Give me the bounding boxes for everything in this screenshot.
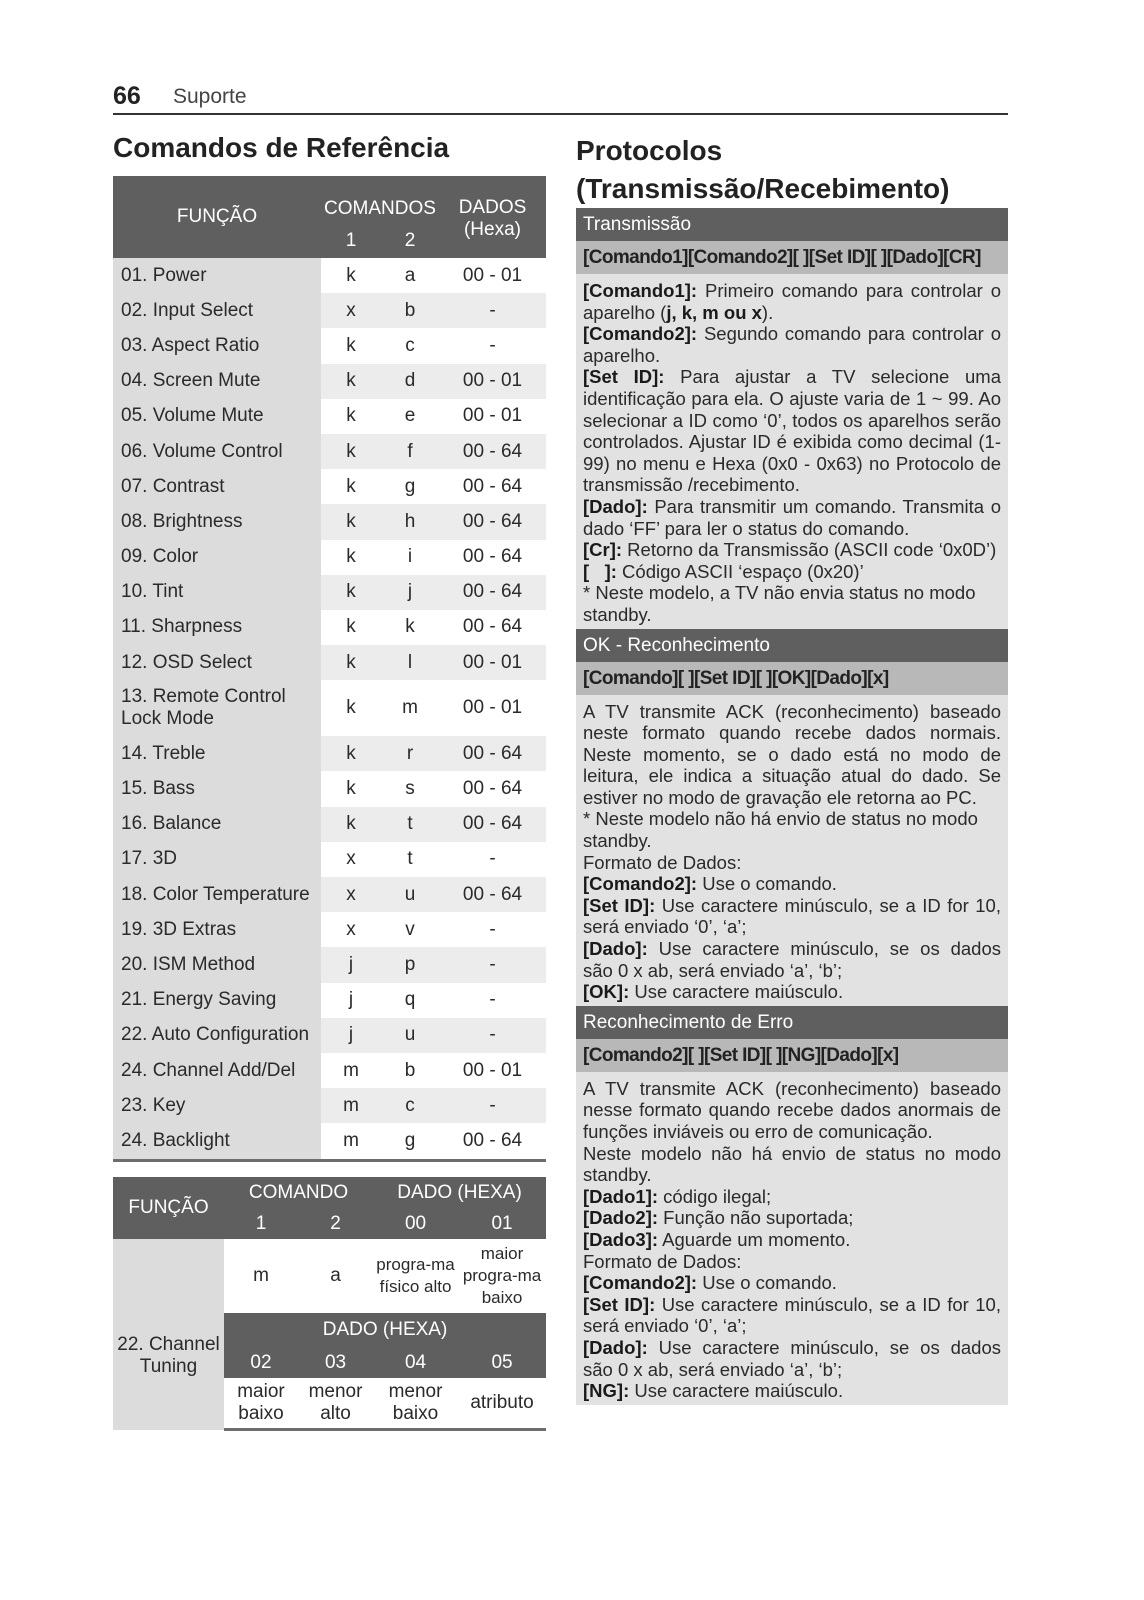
table-row <box>113 504 546 539</box>
table-row <box>113 575 546 610</box>
protocols-panel <box>576 208 1008 1405</box>
command1-cell: k <box>321 736 381 771</box>
table-row <box>113 293 546 328</box>
error-body <box>576 1072 1008 1405</box>
data-cell: 00 - 64 <box>439 807 546 842</box>
command2-cell: u <box>381 1018 439 1053</box>
command1-cell: j <box>348 989 354 1011</box>
command1-cell: m <box>321 1088 381 1123</box>
function-cell: 03. Aspect Ratio <box>113 328 321 363</box>
data-cell: - <box>489 334 496 356</box>
page-header <box>113 78 1008 115</box>
function-cell: 02. Input Select <box>113 293 321 328</box>
table-row <box>113 680 546 736</box>
table-row <box>113 645 546 680</box>
data-cell: - <box>439 1088 546 1123</box>
header-comandos: COMANDOS <box>321 176 439 224</box>
data-cell: 00 - 01 <box>462 405 523 427</box>
error-heading: Reconhecimento de Erro <box>576 1006 1008 1039</box>
command2-cell: g <box>381 1123 439 1160</box>
data-cell: 00 - 01 <box>462 264 523 286</box>
data-cell: - <box>489 989 496 1011</box>
t2-header-funcao: FUNÇÃO <box>113 1177 224 1239</box>
table-row <box>113 1123 546 1160</box>
header-hexa-label: (Hexa) <box>463 219 521 240</box>
transmission-body <box>576 274 1008 629</box>
function-cell: 20. ISM Method <box>113 947 321 982</box>
page-number: 66 <box>113 82 141 110</box>
t2-header-comando: COMANDO <box>224 1177 373 1208</box>
data-cell: 00 - 64 <box>439 504 546 539</box>
error-item: [Set ID]: Use caractere minúsculo, se a ID for 10, será enviado ‘0’, ‘a’; <box>583 1293 1001 1337</box>
error-item: [Dado3]: Aguarde um momento. <box>583 1228 851 1250</box>
command1-cell: x <box>321 877 381 912</box>
t2-d04: menor baixo <box>373 1378 458 1430</box>
tx-item: [Set ID]: Para ajustar a TV selecione uma identificação para ela. O ajuste varia de 1 ~ 99. Ao selecionar a ID como ‘0’, todos os aparelhos serão controlados. Ajustar ID é exibida como decimal (1-99) no menu e Hexa (0x0 - 0x63) no Protocolo de transmissão /recebimento. <box>583 366 1001 496</box>
data-cell: 00 - 64 <box>462 616 523 638</box>
ok-intro: A TV transmite ACK (reconhecimento) baseado neste formato quando recebe dados normais. Neste momento, se o dado está no modo de leitura, ele indica a situação atual do dado. Se estiver no modo de gravação ele retorna ao PC. <box>583 700 1001 808</box>
error-item: [Dado]: Use caractere minúsculo, se os dados são 0 x ab, será enviado ‘a’, ‘b’; <box>583 1336 1001 1380</box>
t2-cmd2: a <box>330 1265 341 1286</box>
function-cell: 16. Balance <box>113 807 321 842</box>
command1-cell: k <box>346 546 356 568</box>
command1-cell: m <box>343 1059 359 1081</box>
function-cell: 09. Color <box>113 540 321 575</box>
data-cell: - <box>439 947 546 982</box>
ok-item: [Dado]: Use caractere minúsculo, se os dados são 0 x ab, será enviado ‘a’, ‘b’; <box>583 938 1001 981</box>
function-cell: 07. Contrast <box>113 469 321 504</box>
function-cell: 08. Brightness <box>113 504 321 539</box>
function-cell: 23. Key <box>113 1088 321 1123</box>
tx-item: [Cr]: Retorno da Transmissão (ASCII code ‘0x0D’) <box>583 539 997 561</box>
data-cell: - <box>439 293 546 328</box>
function-cell: 21. Energy Saving <box>113 983 321 1018</box>
data-cell: 00 - 64 <box>439 877 546 912</box>
t2-header-2: 2 <box>298 1208 373 1239</box>
header-funcao: FUNÇÃO <box>113 176 321 258</box>
function-cell: 14. Treble <box>113 736 321 771</box>
data-cell: 00 - 01 <box>439 645 546 680</box>
table-row <box>113 912 546 947</box>
command2-cell: d <box>381 364 439 399</box>
table-row <box>113 807 546 842</box>
reference-commands-body <box>113 258 546 1160</box>
function-cell: 13. Remote Control Lock Mode <box>113 680 321 736</box>
t2-header-01: 01 <box>458 1208 546 1239</box>
data-cell: - <box>439 1018 546 1053</box>
command2-cell: m <box>402 697 418 719</box>
error-item: [Comando2]: Use o comando. <box>583 1272 837 1294</box>
command2-cell: s <box>405 778 415 800</box>
function-cell: 18. Color Temperature <box>113 877 321 912</box>
table-row <box>113 540 546 575</box>
ok-format: [Comando][ ][Set ID][ ][OK][Dado][x] <box>576 662 1008 695</box>
data-cell: 00 - 64 <box>439 736 546 771</box>
command1-cell: k <box>346 778 356 800</box>
command2-cell: q <box>404 989 416 1011</box>
error-note: Neste modelo não há envio de status no modo standby. <box>583 1142 1001 1186</box>
function-cell: 01. Power <box>113 258 321 293</box>
command2-cell: b <box>404 1059 416 1081</box>
channel-tuning-table <box>113 1177 546 1431</box>
data-cell: 00 - 01 <box>462 1059 523 1081</box>
function-cell: 04. Screen Mute <box>113 364 321 399</box>
command1-cell: x <box>346 848 356 870</box>
t2-d01: maior progra-ma baixo <box>462 1244 542 1307</box>
command1-cell: x <box>346 918 356 940</box>
data-cell: - <box>489 918 496 940</box>
function-cell: 24. Backlight <box>113 1123 321 1160</box>
table-row <box>113 469 546 504</box>
header-dados <box>439 176 546 258</box>
command1-cell: j <box>321 1018 381 1053</box>
function-cell: 24. Channel Add/Del <box>113 1053 321 1088</box>
command2-cell: t <box>407 848 413 870</box>
protocols-title <box>576 132 1008 208</box>
command2-cell: k <box>405 616 415 638</box>
command1-cell: m <box>321 1123 381 1160</box>
command2-cell: j <box>381 575 439 610</box>
t2-d05: atributo <box>458 1378 546 1430</box>
tx-item: [Dado]: Para transmitir um comando. Transmita o dado ‘FF’ para ler o status do comando. <box>583 495 1001 539</box>
command2-cell: b <box>381 293 439 328</box>
t2-d00: progra-ma físico alto <box>376 1255 455 1296</box>
command1-cell: k <box>346 264 356 286</box>
data-cell: 00 - 64 <box>462 778 523 800</box>
command2-cell: g <box>404 475 416 497</box>
function-cell: 15. Bass <box>113 771 321 806</box>
t2-header-1: 1 <box>224 1208 298 1239</box>
data-cell: 00 - 01 <box>439 364 546 399</box>
function-cell: 11. Sharpness <box>113 610 321 645</box>
command1-cell: k <box>321 504 381 539</box>
command2-cell: r <box>381 736 439 771</box>
command1-cell: j <box>321 947 381 982</box>
t2-cmd1: m <box>253 1265 269 1286</box>
data-cell: 00 - 64 <box>439 434 546 469</box>
tx-item: [Comando2]: Segundo comando para controlar o aparelho. <box>583 323 1001 366</box>
command1-cell: k <box>346 475 356 497</box>
t2-header-02: 02 <box>224 1347 298 1378</box>
table-row <box>113 983 546 1018</box>
command2-cell: c <box>381 1088 439 1123</box>
command1-cell: k <box>346 334 356 356</box>
table-row <box>113 610 546 645</box>
command2-cell: l <box>381 645 439 680</box>
tx-note: * Neste modelo, a TV não envia status no modo standby. <box>583 582 976 625</box>
t2-header-dado: DADO (HEXA) <box>373 1177 546 1208</box>
data-cell: 00 - 64 <box>462 546 523 568</box>
ok-item: [OK]: Use caractere maiúsculo. <box>583 981 844 1003</box>
t2-header-03: 03 <box>298 1347 373 1378</box>
table-row <box>113 877 546 912</box>
command2-cell: h <box>381 504 439 539</box>
data-cell: 00 - 64 <box>439 575 546 610</box>
data-cell: 00 - 64 <box>439 1123 546 1160</box>
table-row <box>113 947 546 982</box>
header-dados-label: DADOS <box>458 197 527 218</box>
command1-cell: k <box>321 434 381 469</box>
command1-cell: k <box>346 616 356 638</box>
t2-funcao: 22. Channel Tuning <box>113 1239 224 1430</box>
command1-cell: k <box>321 807 381 842</box>
error-item: [Dado2]: Função não suportada; <box>583 1207 854 1229</box>
tx-item: [Comando1]: Primeiro comando para controlar o aparelho (j, k, m ou x). <box>583 280 1001 323</box>
reference-commands-table <box>113 176 546 1162</box>
command2-cell: p <box>381 947 439 982</box>
table-row <box>113 736 546 771</box>
command2-cell: f <box>381 434 439 469</box>
function-cell: 05. Volume Mute <box>113 399 321 434</box>
protocols-title-line1: Protocolos <box>576 135 723 166</box>
table-row <box>113 258 546 293</box>
reference-commands-title: Comandos de Referência <box>113 132 450 163</box>
protocols-title-line2: (Transmissão/Recebimento) <box>576 173 950 204</box>
table-row <box>113 1018 546 1053</box>
data-cell: 00 - 01 <box>462 697 523 719</box>
table-row <box>113 842 546 877</box>
data-cell: - <box>489 848 496 870</box>
command2-cell: v <box>405 918 415 940</box>
tx-item: [ ]: Código ASCII ‘espaço (0x20)’ <box>583 560 864 582</box>
t2-header-00: 00 <box>373 1208 458 1239</box>
function-cell: 12. OSD Select <box>113 645 321 680</box>
table-row <box>113 434 546 469</box>
command1-cell: k <box>346 405 356 427</box>
table-row <box>113 771 546 806</box>
t2-header-05: 05 <box>458 1347 546 1378</box>
function-cell: 06. Volume Control <box>113 434 321 469</box>
error-intro: A TV transmite ACK (reconhecimento) baseado nesse formato quando recebe dados anormais de funções inviáveis ou erro de comunicação. <box>583 1077 1001 1142</box>
ok-item: [Comando2]: Use o comando. <box>583 873 837 895</box>
function-cell: 19. 3D Extras <box>113 912 321 947</box>
t2-header-dado2: DADO (HEXA) <box>224 1313 546 1347</box>
t2-d02: maior baixo <box>224 1378 298 1430</box>
function-cell: 22. Auto Configuration <box>113 1018 321 1053</box>
command1-cell: k <box>321 645 381 680</box>
ok-body <box>576 695 1008 1006</box>
command1-cell: k <box>346 697 356 719</box>
section-title: Suporte <box>173 85 247 108</box>
table-row <box>113 399 546 434</box>
t2-d03: menor alto <box>298 1378 373 1430</box>
command2-cell: a <box>404 264 416 286</box>
ok-format-label: Formato de Dados: <box>583 851 742 873</box>
command1-cell: x <box>321 293 381 328</box>
error-format-label: Formato de Dados: <box>583 1250 742 1272</box>
command2-cell: t <box>381 807 439 842</box>
command2-cell: u <box>381 877 439 912</box>
error-item: [NG]: Use caractere maiúsculo. <box>583 1380 844 1402</box>
command2-cell: c <box>405 334 415 356</box>
function-cell: 10. Tint <box>113 575 321 610</box>
table-row <box>113 364 546 399</box>
transmission-format: [Comando1][Comando2][ ][Set ID][ ][Dado][CR] <box>576 241 1008 274</box>
error-item: [Dado1]: código ilegal; <box>583 1185 772 1207</box>
ok-heading: OK - Reconhecimento <box>576 629 1008 662</box>
transmission-heading: Transmissão <box>576 208 1008 241</box>
t2-header-04: 04 <box>373 1347 458 1378</box>
ok-item: [Set ID]: Use caractere minúsculo, se a ID for 10, será enviado ‘0’, ‘a’; <box>583 894 1001 938</box>
ok-note: * Neste modelo não há envio de status no modo standby. <box>583 808 978 852</box>
table-row <box>113 328 546 363</box>
table-row <box>113 1053 546 1088</box>
command2-cell: e <box>404 405 416 427</box>
error-format: [Comando2][ ][Set ID][ ][NG][Dado][x] <box>576 1039 1008 1072</box>
command2-cell: i <box>407 546 413 568</box>
table-row <box>113 1088 546 1123</box>
data-cell: 00 - 64 <box>462 475 523 497</box>
header-cmd1: 1 <box>321 224 381 258</box>
command1-cell: k <box>321 575 381 610</box>
function-cell: 17. 3D <box>113 842 321 877</box>
command1-cell: k <box>321 364 381 399</box>
header-cmd2: 2 <box>381 224 439 258</box>
